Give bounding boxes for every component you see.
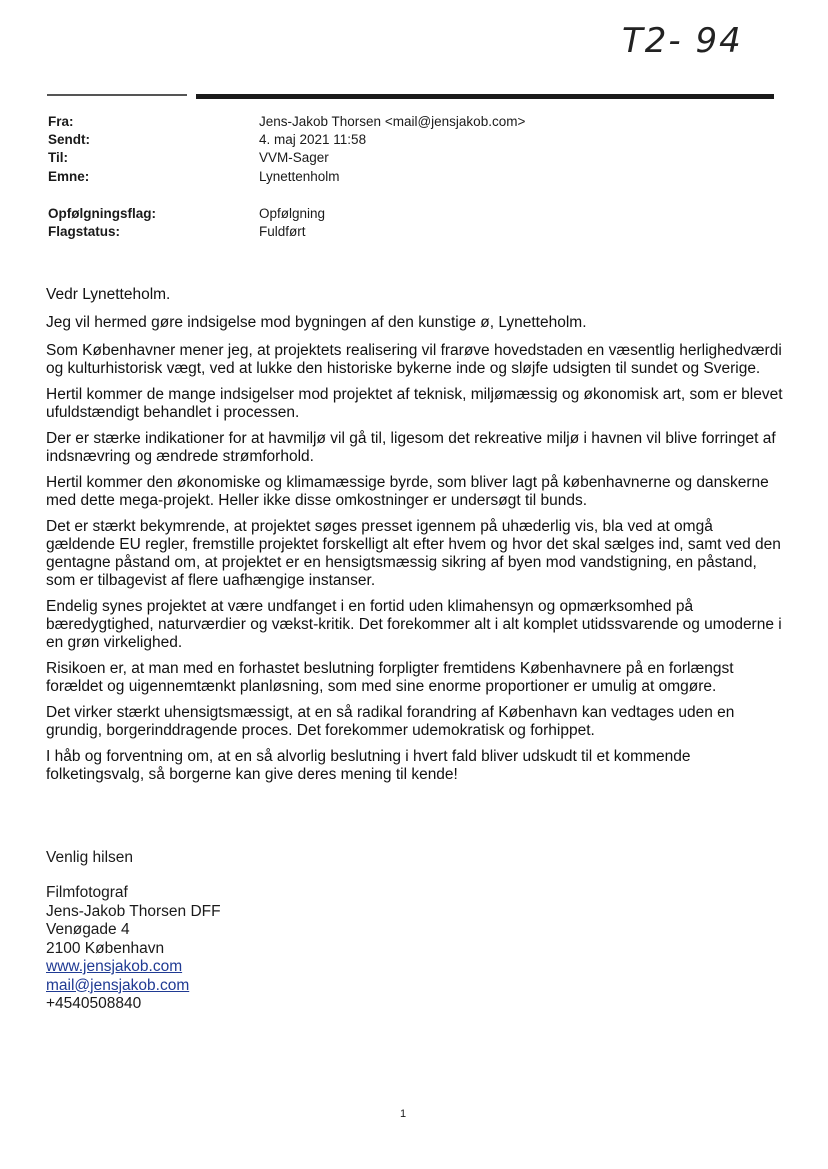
body-paragraph: Risikoen er, at man med en forhastet beslutning forpligter fremtidens Københavnere på en forlængst forældet og uigennemtænkt planløsning, som med sine enorme proportioner er umulig at omgøre. (46, 660, 734, 695)
body-greeting: Vedr Lynetteholm. (46, 286, 171, 303)
followup-flag-label: Opfølgningsflag: (48, 206, 156, 221)
to-label: Til: (48, 150, 68, 165)
from-value: Jens-Jakob Thorsen <mail@jensjakob.com> (259, 114, 526, 129)
from-label: Fra: (48, 114, 74, 129)
handwritten-annotation-text: T2- 94 (622, 21, 743, 61)
header-divider-thick (196, 94, 774, 99)
header-divider-thin (47, 94, 187, 96)
body-paragraph: Der er stærke indikationer for at havmiljø vil gå til, ligesom det rekreative miljø i havnen vil blive forringet af indsnævring og ændrede strømforhold. (46, 430, 776, 465)
signature-name: Jens-Jakob Thorsen DFF (46, 902, 221, 920)
signature-title: Filmfotograf (46, 884, 128, 901)
subject-label: Emne: (48, 169, 90, 184)
signature-block (46, 884, 221, 1014)
handwritten-annotation (618, 12, 778, 64)
signature-closing: Venlig hilsen (46, 849, 134, 866)
to-value: VVM-Sager (259, 150, 329, 165)
body-paragraph: Hertil kommer den økonomiske og klimamæssige byrde, som bliver lagt på københavnerne og danskerne med dette mega-projekt. Heller ikke disse omkostninger er undersøgt til bunds. (46, 474, 769, 509)
website-link[interactable]: www.jensjakob.com (46, 958, 183, 975)
flag-status-value: Fuldført (259, 224, 306, 239)
page-number: 1 (400, 1108, 407, 1120)
flag-status-label: Flagstatus: (48, 224, 121, 239)
subject-value: Lynettenholm (259, 169, 340, 184)
body-paragraph: Endelig synes projektet at være undfanget i en fortid uden klimahensyn og opmærksomhed på bæredygtighed, naturværdier og vækst-kritik. Det forekommer alt i alt komplet utidssvarende og umoderne i en grøn virkelighed. (46, 598, 782, 651)
body-paragraph: Hertil kommer de mange indsigelser mod projektet af teknisk, miljømæssig og økonomisk art, som er blevet ufuldstændigt behandlet i processen. (46, 386, 783, 421)
body-paragraph: Det er stærkt bekymrende, at projektet søges presset igennem på uhæderlig vis, bla ved at omgå gældende EU regler, fremstille projektet forskelligt alt efter hvem og hvor det skal sælges ind, samt ved den gentagne påstand om, at projektet er en hensigtsmæssig sikring af byen mod vandstigning, en påstand, som er tilbagevist af flere uafhængige instanser. (46, 518, 781, 589)
sent-label: Sendt: (48, 132, 90, 147)
body-paragraph: Jeg vil hermed gøre indsigelse mod bygningen af den kunstige ø, Lynetteholm. (46, 314, 587, 331)
body-paragraph: Det virker stærkt uhensigtsmæssigt, at en så radikal forandring af København kan vedtages uden en grundig, borgerinddragende proces. Det forekommer udemokratisk og forhippet. (46, 704, 735, 739)
signature-street: Venøgade 4 (46, 921, 130, 938)
email-body (46, 286, 786, 792)
sent-value: 4. maj 2021 11:58 (259, 132, 367, 147)
signature-city: 2100 København (46, 939, 165, 957)
signature-phone: +4540508840 (46, 995, 142, 1012)
body-paragraph: Som Københavner mener jeg, at projektets realisering vil frarøve hovedstaden en væsentlig herlighedværdi og kulturhistorisk vægt, ved at lukke den historiske bykerne inde og sløjfe udsigten til sundet og Sverige. (46, 342, 782, 377)
email-link[interactable]: mail@jensjakob.com (46, 976, 190, 994)
body-paragraph: I håb og forventning om, at en så alvorlig beslutning i hvert fald bliver udskudt til et kommende folketingsvalg, så borgerne kan give deres mening til kende! (46, 748, 691, 783)
followup-flag-value: Opfølgning (259, 206, 326, 221)
